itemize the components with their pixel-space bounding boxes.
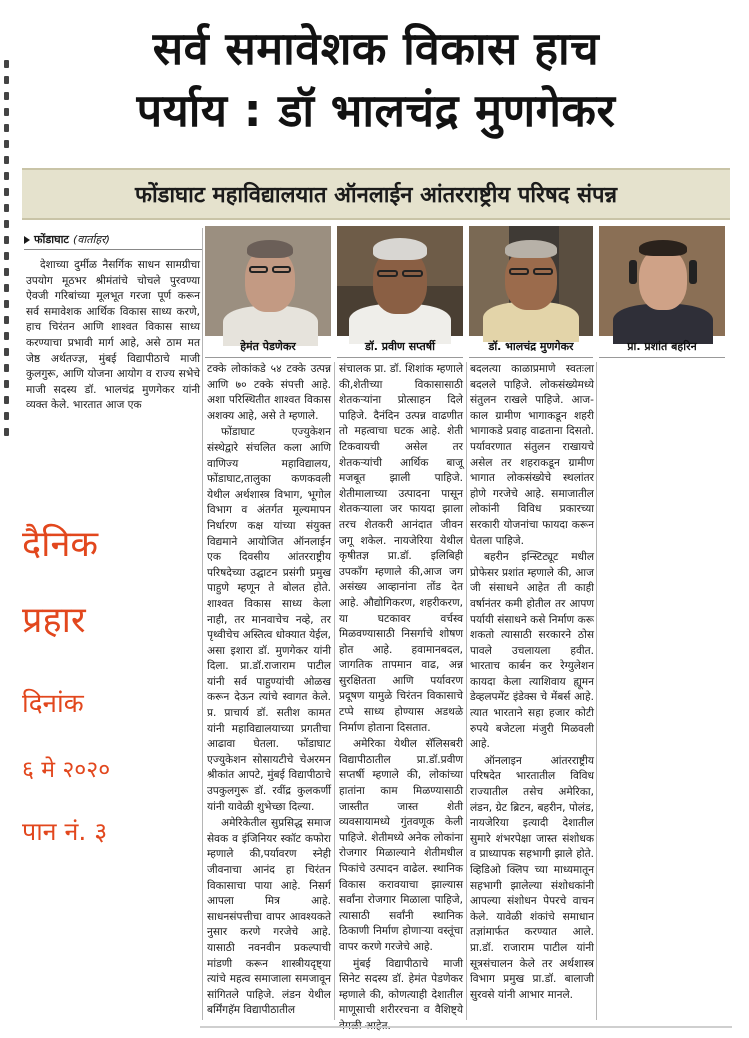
article-column-4-spacer	[601, 362, 727, 1022]
col3-paragraph-1: संचालक प्रा. डॉ. शिशांक म्हणाले की,शेतीच्या विकासासाठी शेतकऱ्यांना प्रोत्साहन दिले पाहिजे. दैनंदिन उत्पन्न वाढणीत तो महत्वाचा घटक आहे. शेती टिकवायची असेल तर शेतकऱ्यांची आर्थिक बाजू मजबूत झाली पाहिजे. शेतीमालाच्या उत्पादना पासून शेतकऱ्याला जर फायदा झाला तरच शेतकरी आनंदात जीवन जगू शकेल. नायजेरिया येथील कृषीतज्ञ प्रा.डॉ. इलिबिही उपकॉंग म्हणाले की,आज जग असंख्य आव्हानांना तोंड देत आहे. औद्योगिकरण, शहरीकरण, या घटकावर वर्चस्व मिळवण्यासाठी निसर्गाचे शोषण होत आहे. हवामानबदल, जागतिक तापमान वाढ, अन्न सुरक्षितता आणि पर्यावरण प्रदूषण यामुळे चिरंतन विकासाचे टप्पे साध्य होण्यास अडथळे निर्माण होताना दिसतात.	[339, 363, 463, 734]
photo-prashant-bahrin	[599, 226, 725, 336]
col3-paragraph-2: अमेरिका येथील सॅलिसबरी विद्यापीठातील प्रा.डॉ.प्रवीण सप्तर्षी म्हणाले की, लोकांच्या हातांना काम मिळण्यासाठी जास्तीत जास्त शेती व्यवसायामध्ये गुंतवणूक केली पाहिजे. शेतीमध्ये अनेक लोकांना रोजगार मिळाल्याने शेतीमधील पिकांचे उत्पादन वाढेल. स्थानिक विकास करावयाचा झाल्यास सर्वांना रोजगार मिळाला पाहिजे, त्यासाठी सर्वांनी स्थानिक ठिकाणी निर्माण होणाऱ्या वस्तूंचा वापर करणे गरजेचे आहे.	[339, 738, 463, 953]
column-divider	[596, 362, 597, 1020]
subheading: फोंडाघाट महाविद्यालयात ऑनलाईन आंतरराष्ट्रीय परिषद संपन्न	[134, 183, 617, 208]
dateline-agency: (वार्ताहर)	[72, 233, 110, 246]
col2-paragraph-2: फोंडाघाट एज्युकेशन संस्थेद्वारे संचलित कला आणि वाणिज्य महाविद्यालय, फोंडाघाट,तालुका कणकवली येथील अर्थशास्त्र विभाग, भूगोल विभाग व अंतर्गत मूल्यमापन निर्धारण कक्ष यांच्या संयुक्त विद्यमाने आयोजित ऑनलाईन एक दिवसीय आंतरराष्ट्रीय परिषदेच्या उद्घाटन प्रसंगी प्रमुख पाहुणे म्हणून ते बोलत होते. शाश्वत विकास साध्य केला नाही, तर मानवाचेच नव्हे, तर पृथ्वीचेच अस्तित्व धोक्यात येईल, असा इशारा डॉ. मुणगेकर यांनी दिला. प्रा.डॉ.राजाराम पाटील यांनी सर्व पाहुण्यांची ओळख करून देऊन त्यांचे स्वागत केले. प्र. प्राचार्य डॉ. सतीश कामत यांनी महाविद्यालयाच्या प्रगतीचा आढावा घेतला. फोंडाघाट एज्युकेशन सोसायटीचे चेअरमन श्रीकांत आपटे, मुंबई विद्यापीठाचे उपकुलगुरू डॉ. रवींद्र कुलकर्णी यांनी यावेळी शुभेच्छा दिल्या.	[207, 426, 331, 813]
intro-paragraph: देशाच्या दुर्मीळ नैसर्गिक साधन सामग्रीचा उपयोग मूठभर श्रीमंतांचे चोचले पुरवण्या ऐवजी गरिबांच्या मूलभूत गरजा पूर्ण करून सर्व समावेशक आर्थिक विकास साध्य करणे, हाच चिरंतन आणि शाश्वत विकास साध्य करण्याचा प्रभावी मार्ग आहे, असे ठाम मत जेष्ठ अर्थतज्ज्ञ, मुंबई विद्यापीठाचे माजी कुलगुरू, आणि योजना आयोग व राज्य सभेचे माजी सदस्य डॉ. भालचंद्र मुणगेकर यांनी व्यक्त केले. भारतात आज एक	[26, 259, 200, 412]
newspaper-stamp	[0, 484, 198, 879]
col2-paragraph-1: टक्के लोकांकडे ५४ टक्के उत्पन्न आणि ७० टक्के संपत्ती आहे. अशा परिस्थितीत शाश्वत विकास अशक्य आहे, असे ते म्हणाले.	[207, 363, 331, 422]
column-divider	[466, 362, 467, 1020]
article-intro	[26, 258, 200, 480]
photo-caption-3: डॉ. भालचंद्र मुणगेकर	[469, 336, 593, 358]
triangle-bullet-icon	[24, 236, 30, 244]
col2-paragraph-3: अमेरिकेतील सुप्रसिद्ध समाज सेवक व इंजिनियर स्कॉट कफोरा म्हणाले की,पर्यावरण स्नेही जीवनाचा आनंद हा चिरंतन विकासाचा पाया आहे. निसर्ग आपला मित्र आहे. साधनसंपत्तीचा वापर आवश्यकते नुसार करणे गरजेचे आहे. यासाठी नवनवीन प्रकल्पाची मांडणी करून शास्त्रीयदृष्ट्या त्यांचे महत्व समाजाला समजावून सांगितले पाहिजे. लंडन येथील बर्मिंगहॅम विद्यापीठातील	[207, 817, 331, 1017]
stamp-date: ६ मे २०२०	[22, 757, 111, 783]
subheading-band	[22, 168, 730, 220]
article-column-2	[207, 362, 331, 1022]
col4-paragraph-3: ऑनलाइन आंतरराष्ट्रीय परिषदेत भारतातील विविध राज्यातील तसेच अमेरिका, लंडन, ग्रेट ब्रिटन, बहरीन, पोलंड, नायजेरिया इत्यादी देशातील सुमारे शंभरपेक्षा जास्त संशोधक व प्राध्यापक सहभागी झाले होते. व्हिडिओ क्लिप च्या माध्यमातून सहभागी झालेल्या संशोधकांनी आपल्या संशोधन पेपरचे वाचन केले. यावेळी शंकांचे समाधान तज्ञांमार्फत करण्यात आले. प्रा.डॉ. राजाराम पाटील यांनी सूत्रसंचालन केले तर अर्थशास्त्र विभाग प्रमुख प्रा.डॉ. बालाजी सुरवसे यांनी आभार मानले.	[470, 754, 594, 1001]
photo-pravin-saptarshi	[337, 226, 463, 336]
headline	[20, 18, 732, 142]
stamp-paper-name-2: प्रहार	[22, 600, 86, 641]
stamp-page: पान नं. ३	[22, 817, 108, 846]
photo-bhalchandra-mungekar	[469, 226, 593, 336]
dateline-place: फोंडाघाट	[34, 233, 69, 246]
photo-hemant-pednekar	[205, 226, 331, 336]
headline-line-1: सर्व समावेशक विकास हाच	[152, 22, 600, 75]
col4-paragraph-2: बहरीन इन्स्टिट्यूट मधील प्रोफेसर प्रशांत म्हणाले की, आज जी संसाधने आहेत ती काही वर्षानंतर कमी होतील तर आपण पर्यायी संसाधने कसे निर्माण करू शकतो त्यासाठी सरकारने ठोस पावले उचलायला हवीत. भारताच कार्बन कर रेग्युलेशन कायदा केला त्याशिवाय ह्यूमन डेव्हलपमेंट इंडेक्स चे मेंबर्स आहे. त्यात भारताने सहा हजार कोटी रुपये बजेटला मंजुरी मिळवली आहे.	[470, 551, 594, 751]
dateline	[24, 230, 202, 250]
article-column-3	[339, 362, 463, 1022]
photo-caption-2: डॉ. प्रवीण सप्तर्षी	[337, 336, 463, 358]
col3-paragraph-3: मुंबई विद्यापीठाचे माजी सिनेट सदस्य डॉ. हेमंत पेडणेकर म्हणाले की, कोणत्याही देशातील माणूसाची शरीररचना व वैशिष्ट्ये	[339, 957, 463, 1017]
stamp-date-label: दिनांक	[22, 689, 84, 719]
bottom-rule	[200, 1026, 732, 1028]
neighbour-column-edge	[0, 60, 14, 480]
column-divider	[202, 228, 203, 1020]
photo-caption-1: हेमंत पेडणेकर	[205, 336, 331, 358]
column-divider	[334, 362, 335, 1020]
headline-line-2: पर्याय : डॉ भालचंद्र मुणगेकर	[136, 84, 616, 137]
photo-caption-4: प्रा. प्रशांत बहरिन	[599, 336, 725, 358]
article-column-4	[470, 362, 594, 1022]
stamp-paper-name: दैनिक	[22, 524, 99, 565]
col4-paragraph-1: बदलत्या काळाप्रमाणे स्वतःला बदलले पाहिजे. लोकसंख्येमध्ये संतुलन राखले पाहिजे. आज-काल ग्रामीण भागाकडून शहरी भागाकडे प्रवाह वाढताना दिसतो. पर्यावरणात संतुलन राखायचे असेल तर शहराकडून ग्रामीण भागात लोकसंख्येचे स्थलांतर होणे गरजेचे आहे. समाजातील लोकांनी विविध प्रकारच्या सरकारी योजनांचा फायदा करून घेतला पाहिजे.	[470, 363, 594, 547]
